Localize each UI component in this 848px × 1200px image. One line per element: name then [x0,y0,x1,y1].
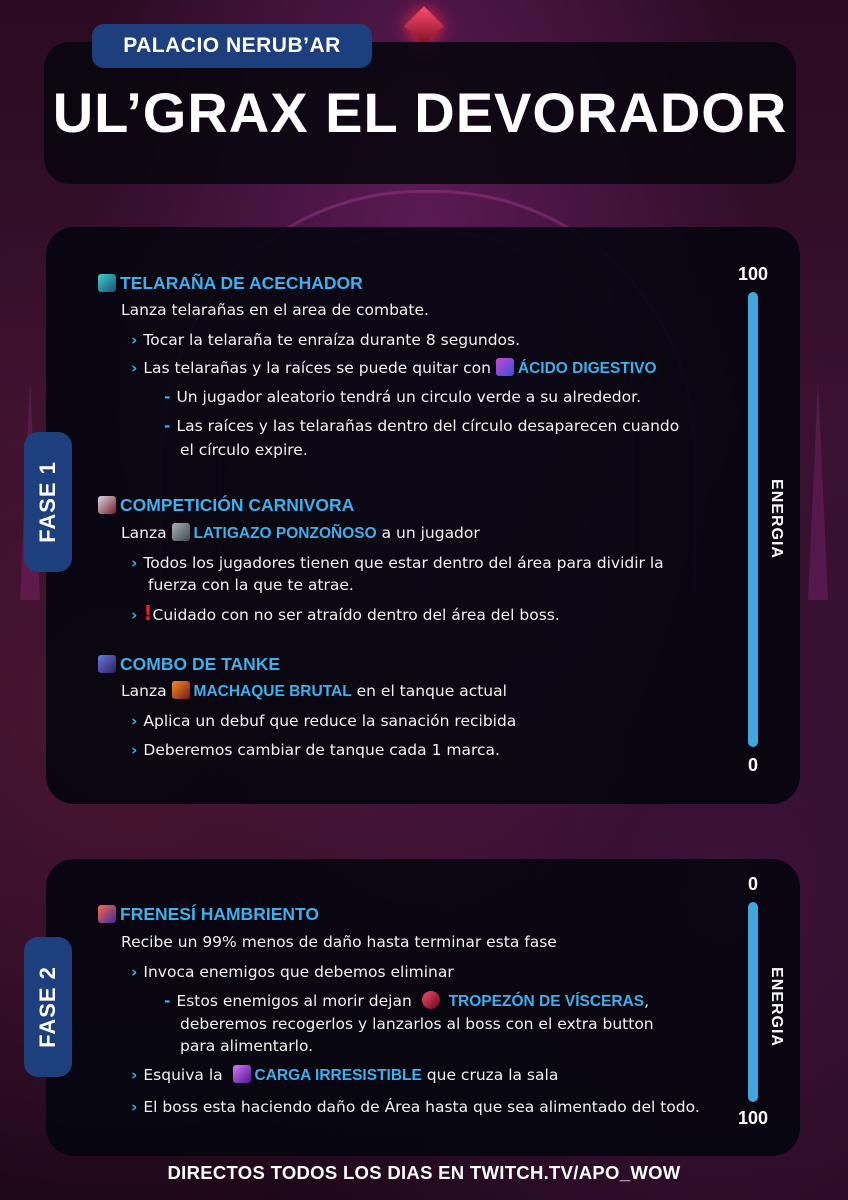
bullet-item: › Invoca enemigos que debemos eliminar [131,963,454,981]
web-icon [98,274,116,292]
bullet-item: › Esquiva la CARGA IRRESISTIBLE que cruza la sala [131,1066,559,1084]
frenzy-icon [98,905,116,923]
bullet-item: › Deberemos cambiar de tanque cada 1 marca. [131,741,500,759]
phase2-energy-label: ENERGIA [767,967,785,1047]
smash-icon [172,681,190,699]
bullet-item: › Tocar la telaraña te enraíza durante 8 segundos. [131,331,521,349]
ability-description: Lanza telarañas en el area de combate. [121,301,429,319]
phase2-tab: FASE 2 [24,937,72,1077]
location-badge: PALACIO NERUB’AR [92,24,372,68]
sub-bullet-continuation: el círculo expire. [180,441,308,459]
sub-bullet-item: - Las raíces y las telarañas dentro del círculo desaparecen cuando [164,417,680,435]
ability-heading: COMPETICIÓN CARNIVORA [98,494,354,516]
page-title: UL’GRAX EL DEVORADOR [52,81,788,144]
bullet-item: › Aplica un debuf que reduce la sanación recibida [131,712,517,730]
phase1-energy-bottom: 0 [747,755,758,775]
ability-description: Lanza MACHAQUE BRUTAL en el tanque actual [121,682,507,700]
ability-heading: TELARAÑA DE ACECHADOR [98,272,363,294]
phase1-tab: FASE 1 [24,432,72,572]
ability-description: Recibe un 99% menos de daño hasta terminar esta fase [121,933,557,951]
phase2-energy-top: 0 [747,874,758,894]
bullet-item: › El boss esta haciendo daño de Área hasta que sea alimentado del todo. [131,1098,700,1116]
charge-icon [233,1065,251,1083]
lash-icon [172,523,190,541]
footer-text: DIRECTOS TODOS LOS DIAS EN TWITCH.TV/APO_WOW [167,1162,681,1183]
sub-bullet-continuation: deberemos recogerlos y lanzarlos al boss con el extra button [180,1015,654,1033]
phase2-energy-bar [748,902,758,1102]
ability-heading: COMBO DE TANKE [98,653,280,675]
combo-icon [98,655,116,673]
phase2-energy-bottom: 100 [737,1108,769,1128]
ability-heading: FRENESÍ HAMBRIENTO [98,903,319,925]
bullet-item: › Todos los jugadores tienen que estar dentro del área para dividir la [131,554,664,572]
sub-bullet-item: - Un jugador aleatorio tendrá un circulo verde a su alrededor. [164,388,641,406]
sub-bullet-continuation: para alimentarlo. [180,1037,314,1055]
phase1-energy-bar [748,292,758,747]
bullet-continuation: fuerza con la que te atrae. [148,576,354,594]
sub-bullet-item: - Estos enemigos al morir dejan TROPEZÓN DE VÍSCERAS, [164,992,650,1010]
red-gem-ornament [404,6,444,46]
warning-bullet: › !Cuidado con no ser atraído dentro del área del boss. [131,601,560,625]
acid-icon [496,358,514,376]
bullet-item: › Las telarañas y la raíces se puede quitar con ÁCIDO DIGESTIVO [131,359,657,377]
ability-description: Lanza LATIGAZO PONZOÑOSO a un jugador [121,524,480,542]
viscera-icon [422,991,440,1009]
background-spike [808,380,828,600]
phase1-energy-top: 100 [737,264,769,284]
carnivore-icon [98,496,116,514]
exclamation-icon: ! [143,601,153,625]
phase1-energy-label: ENERGIA [767,479,785,559]
